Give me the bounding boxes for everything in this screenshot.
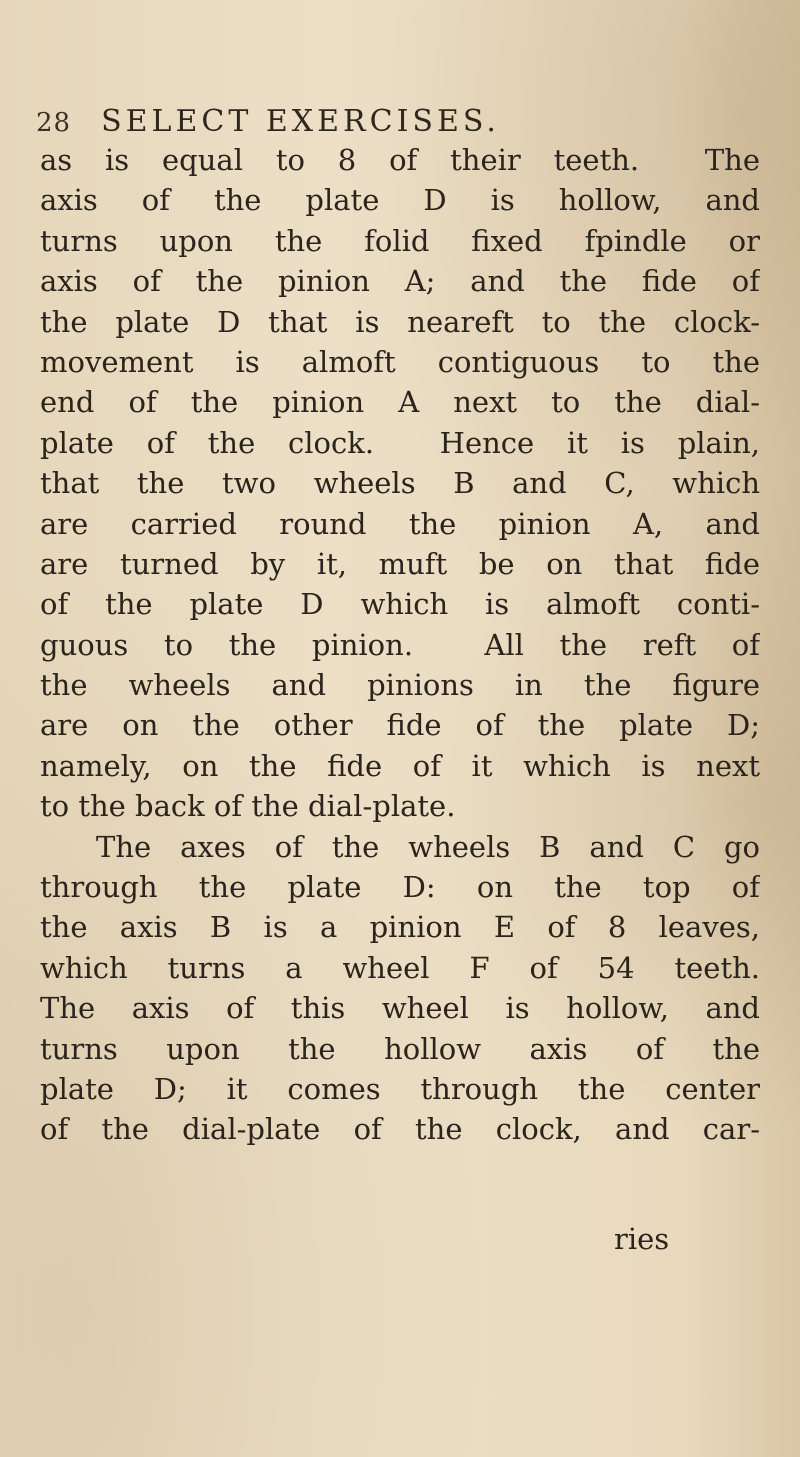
text-line-paragraph-end: to the back of the dial-plate. — [40, 789, 456, 824]
text-line: of the plate D which is almoft conti- — [40, 587, 760, 622]
text-line: turns upon the hollow axis of the — [40, 1031, 760, 1066]
running-head — [36, 104, 596, 139]
text-line: axis of the plate D is hollow, and — [40, 183, 760, 218]
body-text — [40, 140, 760, 1150]
text-line: The axis of this wheel is hollow, and — [40, 991, 760, 1026]
text-line: are on the other fide of the plate D; — [40, 708, 760, 743]
text-line: the plate D that is neareft to the clock- — [40, 304, 760, 339]
text-line: guous to the pinion. All the reft of — [40, 627, 760, 662]
text-line: plate of the clock. Hence it is plain, — [40, 425, 760, 460]
text-line: the axis B is a pinion E of 8 leaves, — [40, 910, 760, 945]
catchword: ries — [614, 1222, 670, 1256]
text-line: of the dial-plate of the clock, and car- — [40, 1112, 760, 1147]
text-line: which turns a wheel F of 54 teeth. — [40, 950, 760, 985]
text-line: axis of the pinion A; and the fide of — [40, 264, 760, 299]
text-line: turns upon the folid fixed fpindle or — [40, 223, 760, 258]
text-line-paragraph-start: The axes of the wheels B and C go — [96, 829, 760, 864]
text-line: as is equal to 8 of their teeth. The — [40, 143, 760, 177]
text-line: are carried round the pinion A, and — [40, 506, 760, 541]
text-line: that the two wheels B and C, which — [40, 466, 760, 501]
running-head-title: SELECT EXERCISES. — [101, 104, 500, 139]
text-line: plate D; it comes through the center — [40, 1071, 760, 1106]
text-line: movement is almoft contiguous to the — [40, 344, 760, 379]
text-line: are turned by it, muft be on that fide — [40, 546, 760, 581]
page-number: 28 — [36, 108, 72, 138]
text-line: end of the pinion A next to the dial- — [40, 385, 760, 420]
text-line: through the plate D: on the top of — [40, 870, 760, 905]
text-line: the wheels and pinions in the figure — [40, 668, 760, 703]
text-line: namely, on the fide of it which is next — [40, 748, 760, 783]
